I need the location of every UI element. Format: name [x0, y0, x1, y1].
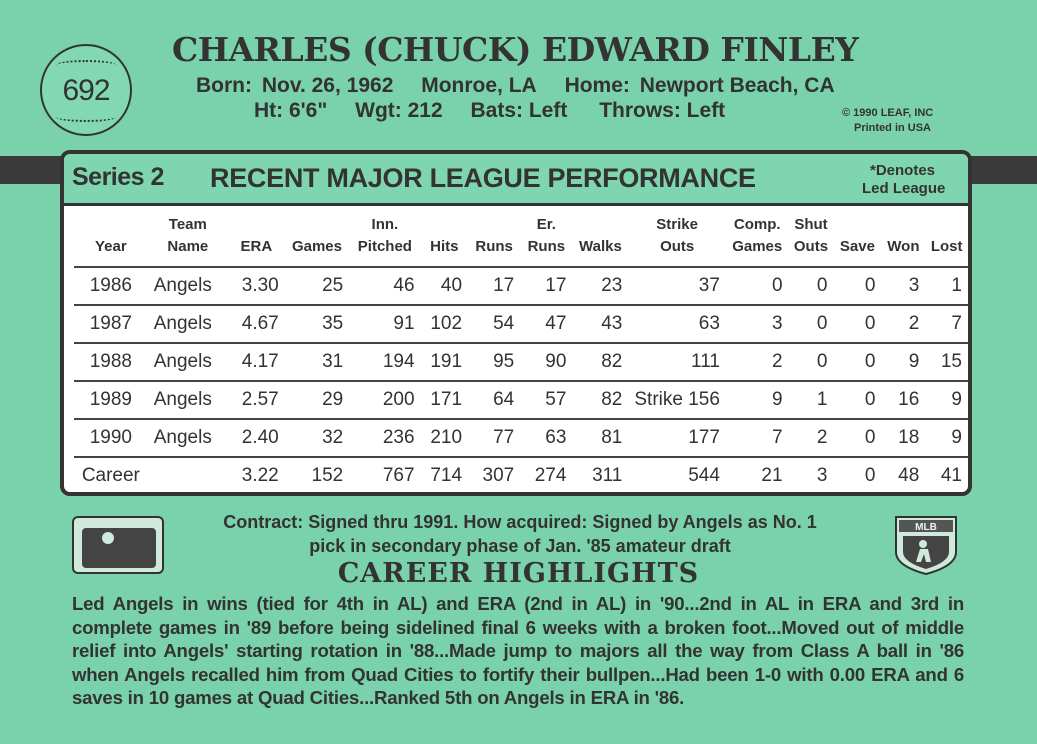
stats-cell: 18: [882, 419, 926, 457]
stats-cell: 41: [940, 465, 962, 486]
stats-cell: 0: [726, 267, 789, 305]
ball-stitch-top: [56, 60, 116, 70]
stats-cell: 1: [789, 381, 834, 419]
stats-cell: 210: [421, 419, 469, 457]
header-top: Er.: [536, 216, 556, 233]
header-bottom: Games: [732, 238, 783, 255]
stats-cell: 0: [833, 419, 881, 457]
header-bottom: Name: [167, 238, 209, 255]
stats-header-cell: [572, 214, 628, 267]
weight: Wgt: 212: [355, 99, 443, 122]
stats-header-cell: [74, 214, 148, 267]
stats-cell: 9: [925, 419, 968, 457]
stats-cell: 37: [628, 267, 726, 305]
header-bottom: Games: [291, 238, 342, 255]
stats-table: [74, 214, 968, 494]
stats-cell: 16: [882, 381, 926, 419]
stats-cell: 544: [688, 465, 720, 486]
stats-header-cell: [726, 214, 789, 267]
stats-cell: 191: [421, 343, 469, 381]
born-label: Born:: [196, 74, 252, 97]
stats-cell: Angels: [148, 381, 228, 419]
stats-cell: 0: [833, 305, 881, 343]
stats-cell: 82: [572, 343, 628, 381]
stats-cell: 29: [285, 381, 349, 419]
stats-cell: 3: [882, 267, 926, 305]
stats-cell: 17: [520, 267, 572, 305]
stats-cell: 274: [534, 465, 567, 486]
stats-cell: 46: [349, 267, 420, 305]
stats-cell: 63: [628, 305, 726, 343]
stats-cell: 47: [520, 305, 572, 343]
stats-cell: 111: [628, 343, 726, 381]
stats-cell: 40: [421, 267, 469, 305]
stats-cell: 7: [925, 305, 968, 343]
mlb-logo-figure: [102, 532, 114, 544]
denotes-line-1: *Denotes: [870, 162, 936, 179]
stats-header-cell: [349, 214, 420, 267]
stats-cell: 2.40: [228, 419, 285, 457]
card-number: 692: [62, 74, 110, 107]
player-name: CHARLES (CHUCK) EDWARD FINLEY: [172, 30, 859, 69]
header-top: Inn.: [371, 216, 399, 233]
stats-row: [74, 267, 968, 305]
stats-cell: 35: [285, 305, 349, 343]
header-bottom: Walks: [579, 238, 622, 255]
career-highlights-title: CAREER HIGHLIGHTS: [337, 558, 700, 589]
contract-info: [160, 510, 880, 558]
stats-cell: 1: [925, 267, 968, 305]
height: Ht: 6'6": [254, 99, 328, 122]
stats-cell: 9: [726, 381, 789, 419]
header-bottom: ERA: [240, 238, 273, 255]
stats-row: [74, 457, 968, 494]
stats-cell: 2: [882, 305, 926, 343]
printed-in: Printed in USA: [854, 122, 932, 134]
stats-cell: Strike 156: [628, 381, 726, 419]
header-top: Comp.: [733, 216, 781, 233]
stats-cell: 4.17: [228, 343, 285, 381]
header-bottom: Outs: [793, 238, 829, 255]
stats-header-cell: [882, 214, 926, 267]
stats-cell: 307: [482, 465, 515, 486]
stats-cell: 1989: [74, 381, 148, 419]
stats-cell: 2: [726, 343, 789, 381]
stats-cell: 25: [285, 267, 349, 305]
stats-header-cell: [833, 214, 881, 267]
throws: Throws: Left: [599, 99, 726, 122]
stats-cell: Angels: [148, 305, 228, 343]
contract-line-2: pick in secondary phase of Jan. '85 amateur draft: [309, 536, 731, 556]
copyright: © 1990 LEAF, INC: [842, 107, 934, 119]
stats-cell: Career: [81, 465, 140, 486]
stats-cell: 23: [572, 267, 628, 305]
stats-header-row: [74, 214, 968, 267]
stats-cell: 2.57: [228, 381, 285, 419]
stats-cell: 177: [628, 419, 726, 457]
performance-panel: [60, 150, 972, 496]
career-highlights-text: Led Angels in wins (tied for 4th in AL) and ERA (2nd in AL) in '90...2nd in AL in ERA and 3rd in complete games in '89 before being sidelined final 6 weeks with a broken foot...Moved out of middle relief into Angels' starting rotation in '88...Made jump to majors all the way from Class A ball in '86 when Angels recalled him from Quad Cities to fortify their bullpen...Had been 1-0 with 0.00 ERA and 6 saves in 10 games at Quad Cities...Ranked 5th on Angels in ERA in '86.: [72, 593, 964, 709]
stats-cell: 4.67: [228, 305, 285, 343]
stats-row: [74, 305, 968, 343]
stats-cell: Angels: [148, 267, 228, 305]
header-bottom: Runs: [527, 238, 566, 255]
stats-cell: 714: [430, 465, 463, 486]
stats-cell: 57: [520, 381, 572, 419]
stats-cell: 0: [833, 381, 881, 419]
contract-line-1: Contract: Signed thru 1991. How acquired: Signed by Angels as No. 1: [223, 512, 817, 532]
stats-header-cell: [148, 214, 228, 267]
stats-cell: 54: [468, 305, 520, 343]
header-bottom: Outs: [660, 238, 695, 255]
stats-cell: 3.30: [228, 267, 285, 305]
stats-cell: 15: [925, 343, 968, 381]
stats-cell: 311: [592, 465, 623, 486]
stats-cell: 171: [421, 381, 469, 419]
stats-cell: 767: [382, 465, 415, 486]
born-date: Nov. 26, 1962: [261, 74, 394, 97]
stats-row: [74, 419, 968, 457]
stats-cell: 1988: [74, 343, 148, 381]
bio-line-1: [196, 74, 835, 98]
stats-header-cell: [421, 214, 469, 267]
stats-cell: 90: [520, 343, 572, 381]
stats-cell: 32: [285, 419, 349, 457]
stats-cell: 95: [468, 343, 520, 381]
mlbpa-text: MLB: [915, 522, 937, 533]
header-bottom: Runs: [475, 238, 513, 255]
stats-cell: 31: [285, 343, 349, 381]
stats-cell: 82: [572, 381, 628, 419]
performance-title: RECENT MAJOR LEAGUE PERFORMANCE: [210, 163, 756, 193]
header-bottom: Lost: [930, 238, 963, 255]
stats-cell: 3: [816, 465, 828, 486]
stats-cell: 21: [761, 465, 783, 486]
series-label: Series 2: [72, 163, 164, 191]
stats-cell: 17: [468, 267, 520, 305]
stats-cell: Angels: [148, 419, 228, 457]
bats: Bats: Left: [470, 99, 568, 122]
stats-cell: 0: [789, 267, 834, 305]
stats-cell: 63: [520, 419, 572, 457]
stats-row: [74, 381, 968, 419]
copyright-block: [842, 106, 933, 136]
stats-cell: 1986: [74, 267, 148, 305]
born-place: Monroe, LA: [421, 74, 537, 97]
header-top: Strike: [656, 216, 698, 233]
card-number-baseball: [40, 44, 132, 136]
stats-header-cell: [925, 214, 968, 267]
stats-header-cell: [228, 214, 285, 267]
denotes-line-2: Led League: [862, 180, 946, 197]
stats-cell: 194: [349, 343, 420, 381]
stats-cell: Angels: [148, 343, 228, 381]
stats-header-cell: [285, 214, 349, 267]
header-bottom: Hits: [430, 238, 459, 255]
stats-cell: 0: [789, 305, 834, 343]
bio-line-2: [254, 99, 725, 123]
stats-cell: 0: [833, 343, 881, 381]
stats-cell: 9: [882, 343, 926, 381]
stats-cell: 77: [468, 419, 520, 457]
stats-header-cell: [789, 214, 834, 267]
home-place: Newport Beach, CA: [639, 74, 835, 97]
stats-cell: 43: [572, 305, 628, 343]
stats-cell: 0: [864, 465, 876, 486]
stats-cell: 2: [789, 419, 834, 457]
header-bottom: Year: [95, 238, 127, 255]
stats-cell: 152: [311, 465, 344, 486]
stats-cell: 0: [833, 267, 881, 305]
stats-cell: 3: [726, 305, 789, 343]
stats-cell: 102: [421, 305, 469, 343]
stats-cell: 3.22: [241, 465, 279, 486]
stats-cell: 0: [789, 343, 834, 381]
stats-cell: [148, 457, 228, 494]
stats-cell: 200: [349, 381, 420, 419]
header-top: Team: [168, 216, 207, 233]
stats-row: [74, 343, 968, 381]
stats-cell: 236: [349, 419, 420, 457]
home-label: Home:: [564, 74, 630, 97]
header-bottom: Save: [839, 238, 875, 255]
stats-cell: 1990: [74, 419, 148, 457]
stats-cell: 81: [572, 419, 628, 457]
header-bottom: Pitched: [357, 238, 412, 255]
header-bottom: Won: [887, 238, 920, 255]
stats-cell: 64: [468, 381, 520, 419]
stats-cell: 1987: [74, 305, 148, 343]
stats-header-cell: [468, 214, 520, 267]
denotes-note: [862, 162, 945, 198]
performance-header: [64, 154, 968, 206]
stats-cell: 9: [925, 381, 968, 419]
stats-cell: 91: [349, 305, 420, 343]
ball-stitch-bottom: [56, 112, 116, 122]
stats-cell: 48: [898, 465, 920, 486]
stats-header-cell: [628, 214, 726, 267]
stats-cell: 7: [726, 419, 789, 457]
header-top: Shut: [794, 216, 828, 233]
stats-header-cell: [520, 214, 572, 267]
